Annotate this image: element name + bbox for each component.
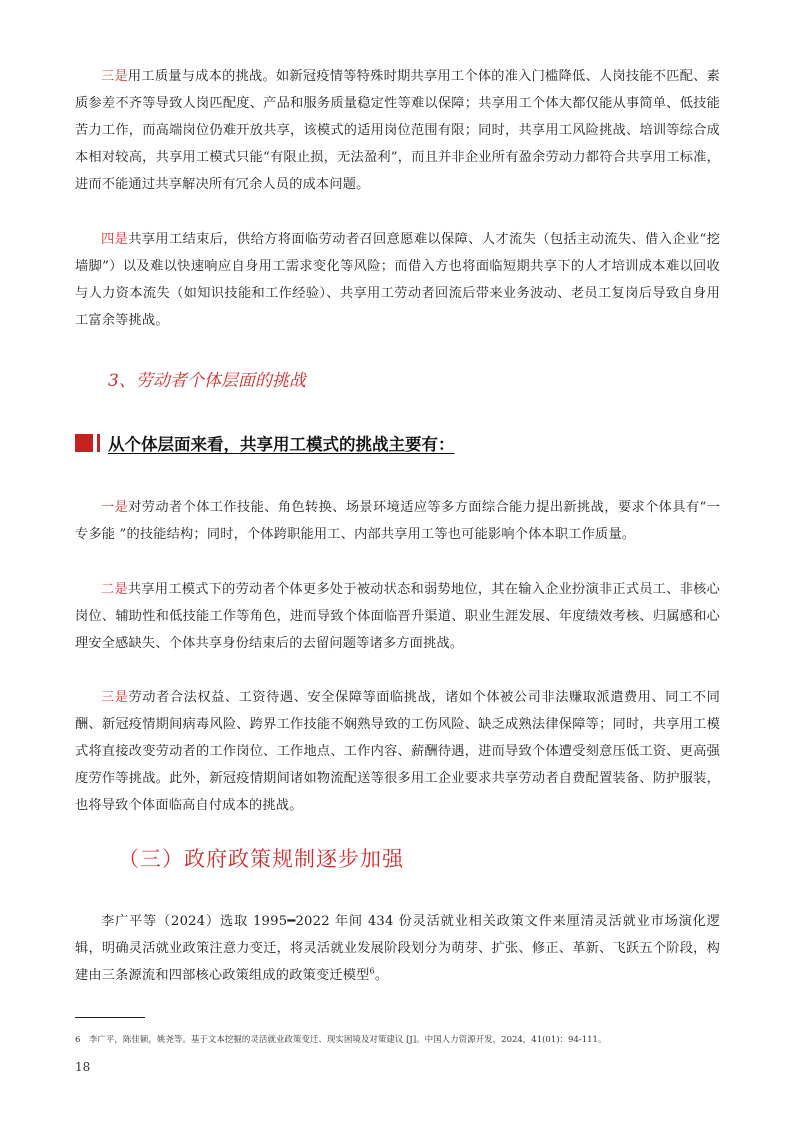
lead-marker: 四是 [101, 232, 129, 247]
paragraph-end: 。 [374, 968, 389, 983]
lead-marker: 二是 [101, 582, 128, 597]
lead-marker: 三是 [101, 69, 128, 84]
paragraph-text: 共享用工模式下的劳动者个体更多处于被动状态和弱势地位，其在输入企业扮演非正式员工、非核心岗位、辅助性和低技能工作等角色，进而导致个体面临晋升渠道、职业生涯发展、年度绩效考核、归属感和心理安全感缺失、个体共享身份结束后的去留问题等诸多方面挑战。 [75, 582, 720, 651]
paragraph-rights [75, 684, 720, 819]
paragraph-text: 李广平等（2024）选取 1995━2022 年间 434 份灵活就业相关政策文件来厘清灵活就业市场演化逻辑，明确灵活就业政策注意力变迁，将灵活就业发展阶段划分为萌芽、扩张、修正、革新、飞跃五个阶段，构建由三条源流和四部核心政策组成的政策变迁模型 [75, 914, 720, 983]
paragraph-text: 对劳动者个体工作技能、角色转换、场景环境适应等多方面综合能力提出新挑战，要求个体具有“一专多能 ”的技能结构；同时，个体跨职能用工、内部共享用工等也可能影响个体本职工作质量。 [75, 500, 720, 542]
page-number: 18 [75, 1060, 91, 1074]
heading-marker-icon [75, 434, 93, 452]
lead-marker: 三是 [101, 690, 129, 705]
footnote-reference[interactable]: 6 [369, 966, 375, 976]
paragraph-quality-cost [75, 63, 720, 198]
paragraph-text: 劳动者合法权益、工资待遇、安全保障等面临挑战，诸如个体被公司非法赚取派遣费用、同工不同酬、新冠疫情期间病毒风险、跨界工作技能不娴熟导致的工伤风险、缺乏成熟法律保障等；同时，共享用工模式将直接改变劳动者的工作岗位、工作地点、工作内容、薪酬待遇，进而导致个体遭受刻意压低工资、更高强度劳作等挑战。此外，新冠疫情期间诸如物流配送等很多用工企业要求共享劳动者自费配置装备、防护服装，也将导致个体面临高自付成本的挑战。 [75, 690, 720, 813]
bar-heading-title: 从个体层面来看，共享用工模式的挑战主要有： [108, 435, 455, 454]
section-heading: （三）政府政策规制逐步加强 [118, 847, 404, 871]
sub-heading: 3、劳动者个体层面的挑战 [108, 371, 306, 391]
paragraph-skills [75, 494, 720, 548]
footnote-divider [75, 1017, 145, 1018]
paragraph-policy [75, 908, 720, 989]
lead-marker: 一是 [101, 500, 129, 515]
heading-bar-icon [97, 434, 100, 452]
footnote: 6 李广平，陈佳颖，姚尧等。基于文本挖掘的灵活就业政策变迁、现实困境及对策建议 [J]。中国人力资源开发，2024，41(01)：94-111。 [75, 1035, 607, 1045]
paragraph-passive-status [75, 576, 720, 657]
paragraph-text: 用工质量与成本的挑战。如新冠疫情等特殊时期共享用工个体的准入门槛降低、人岗技能不匹配、素质参差不齐等导致人岗匹配度、产品和服务质量稳定性等难以保障；共享用工个体大都仅能从事简单、低技能苦力工作，而高端岗位仍难开放共享，该模式的适用岗位范围有限；同时，共享用工风险挑战、培训等综合成本相对较高，共享用工模式只能“有限止损，无法盈利”，而且并非企业所有盈余劳动力都符合共享用工标准，进而不能通过共享解决所有冗余人员的成本问题。 [75, 69, 720, 192]
paragraph-after-sharing [75, 226, 720, 334]
bar-heading [75, 430, 455, 456]
paragraph-text: 共享用工结束后，供给方将面临劳动者召回意愿难以保障、人才流失（包括主动流失、借入企业“挖墙脚”）以及难以快速响应自身用工需求变化等风险；而借入方也将面临短期共享下的人才培训成本难以回收与人力资本流失（如知识技能和工作经验）、共享用工劳动者回流后带来业务波动、老员工复岗后导致自身用工富余等挑战。 [75, 232, 720, 328]
